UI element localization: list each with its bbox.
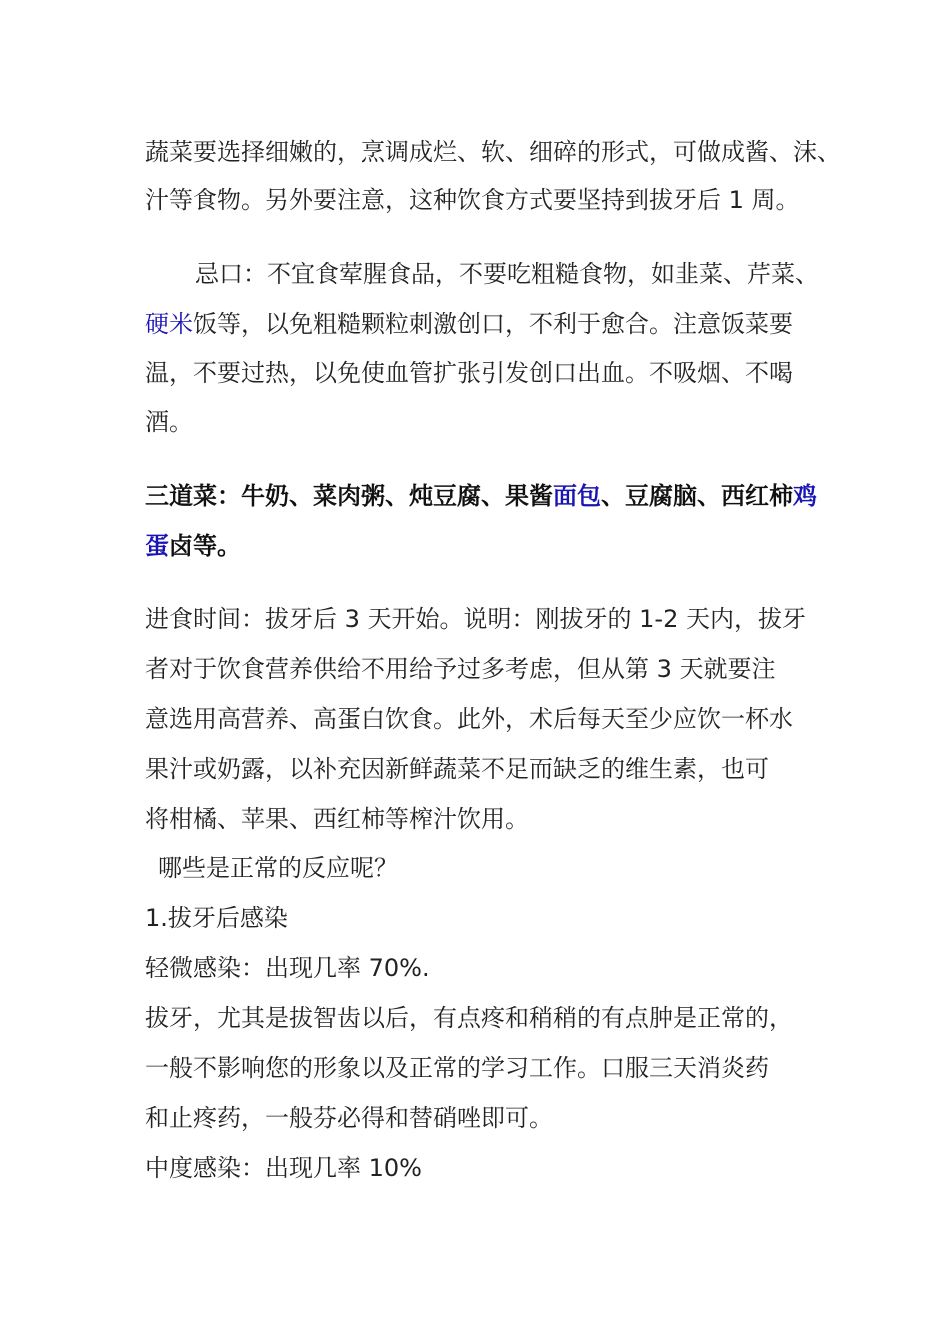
paragraph-line: 和止疼药，一般芬必得和替硝唑即可。 <box>145 1104 553 1132</box>
heading-line <box>145 481 817 511</box>
paragraph-line: 一般不影响您的形象以及正常的学习工作。口服三天消炎药 <box>145 1054 769 1082</box>
question-line: 哪些是正常的反应呢？ <box>158 854 398 882</box>
paragraph-line: 酒。 <box>145 408 193 436</box>
paragraph-line: 意选用高营养、高蛋白饮食。此外，术后每天至少应饮一杯水 <box>145 705 793 733</box>
link-hard-rice[interactable]: 硬米 <box>145 310 193 338</box>
paragraph-line: 中度感染：出现几率 10% <box>145 1154 422 1182</box>
link-egg-part1[interactable]: 鸡 <box>793 482 817 510</box>
paragraph-line: 忌口：不宜食荤腥食品，不要吃粗糙食物，如韭菜、芹菜、 <box>195 260 819 288</box>
paragraph-line: 进食时间：拔牙后 3 天开始。说明：刚拔牙的 1-2 天内，拔牙 <box>145 605 806 633</box>
heading-text: 卤等。 <box>169 532 241 560</box>
paragraph-line: 蔬菜要选择细嫩的，烹调成烂、软、细碎的形式，可做成酱、沫、 <box>145 138 841 166</box>
section-title: 1.拔牙后感染 <box>145 904 288 932</box>
paragraph-line <box>145 309 793 339</box>
heading-line <box>145 531 241 561</box>
link-bread[interactable]: 面包 <box>553 482 601 510</box>
line-text: 饭等，以免粗糙颗粒刺激创口，不利于愈合。注意饭菜要 <box>193 310 793 338</box>
paragraph-line: 者对于饮食营养供给不用给予过多考虑，但从第 3 天就要注 <box>145 655 776 683</box>
paragraph-line: 温，不要过热，以免使血管扩张引发创口出血。不吸烟、不喝 <box>145 359 793 387</box>
paragraph-line: 轻微感染：出现几率 70%. <box>145 954 430 982</box>
link-egg-part2[interactable]: 蛋 <box>145 532 169 560</box>
paragraph-line: 果汁或奶露，以补充因新鲜蔬菜不足而缺乏的维生素，也可 <box>145 755 769 783</box>
paragraph-line: 汁等食物。另外要注意，这种饮食方式要坚持到拔牙后 1 周。 <box>145 186 800 214</box>
heading-text: 三道菜：牛奶、菜肉粥、炖豆腐、果酱 <box>145 482 553 510</box>
paragraph-line: 将柑橘、苹果、西红柿等榨汁饮用。 <box>145 805 529 833</box>
paragraph-line: 拔牙，尤其是拔智齿以后，有点疼和稍稍的有点肿是正常的， <box>145 1004 793 1032</box>
heading-text: 、豆腐脑、西红柿 <box>601 482 793 510</box>
